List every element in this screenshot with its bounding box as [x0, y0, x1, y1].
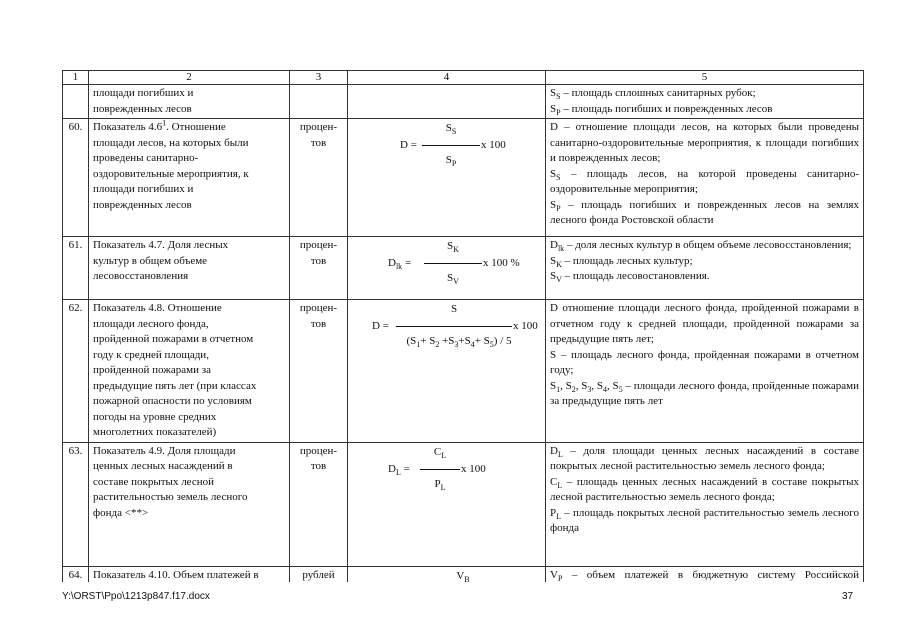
formula [352, 568, 541, 583]
indicator-name-cell [89, 300, 290, 443]
text-line: ценных лесных насаждений в [93, 460, 233, 472]
text-line: проведены санитарно- [93, 152, 199, 164]
row-number-cell: 64. [63, 566, 89, 582]
unit-text: процен- [299, 121, 338, 133]
definition-line: $S_S$ – площадь сплошных санитарных рубок; [550, 87, 756, 102]
fraction-bar [420, 469, 460, 470]
table-header-row [63, 71, 864, 85]
text-line: площади погибших и [93, 183, 194, 195]
row-number-cell: 62. [63, 300, 89, 443]
table-row [63, 300, 864, 443]
fraction-bar [424, 263, 482, 264]
row-number-cell [63, 85, 89, 119]
text-line: пройденной пожарами за [93, 364, 211, 376]
file-path: Y:\ORST\Ppo\1213p847.f17.docx [62, 591, 210, 602]
fraction-bar [422, 145, 480, 146]
unit-text: тов [310, 254, 327, 267]
header-cell: 1 [63, 71, 89, 85]
page-number: 37 [842, 591, 854, 602]
row-number-cell: 60. [63, 119, 89, 237]
definition-cell: $D_{lk}$ – доля лесных культур в общем объеме лесовосстановления; $S_K$ – площадь лесных культур; $S_V$ – площадь лесовостановления. [546, 237, 864, 300]
formula-lhs: $D_{lk}$ = [388, 257, 412, 272]
text-line: лесовосстановления [93, 270, 189, 282]
text-line: пожарной опасности по условиям [93, 395, 252, 407]
row-number-cell: 63. [63, 442, 89, 566]
unit-text: процен- [299, 239, 338, 251]
formula-cell [348, 85, 546, 119]
text-line: Показатель 4.9. Доля площади [93, 444, 236, 457]
formula [352, 444, 541, 504]
text-line: площади погибших и [93, 87, 194, 99]
text-line: пройденной пожарами в отчетном [93, 333, 254, 345]
formula-numerator: $V_B$ [456, 569, 470, 582]
text-line: Показатель 4.8. Отношение [93, 302, 222, 314]
formula-multiplier: х 100 % [483, 257, 520, 269]
unit-text: тов [310, 136, 327, 149]
header-cell: 3 [290, 71, 348, 85]
formula-lhs: $D_L$ = [388, 462, 410, 477]
unit-cell [290, 119, 348, 237]
unit-text: тов [310, 460, 327, 472]
unit-text: тов [310, 317, 327, 330]
formula-multiplier: х 100 [461, 462, 486, 475]
indicator-name-cell [89, 237, 290, 300]
indicator-name-cell [89, 85, 290, 119]
text-line: Показатель $4.6^1$. Отношение [93, 118, 226, 133]
table-row [63, 119, 864, 237]
indicator-name-cell [89, 119, 290, 237]
text-line: году к средней площади, [93, 348, 209, 361]
text-line: поврежденных лесов [93, 198, 192, 211]
definition-cell: $V_P$ – объем платежей в бюджетную систему Российской [546, 566, 864, 582]
formula-denominator: $P_L$ [434, 477, 446, 492]
formula-multiplier: х 100 [513, 320, 538, 332]
fraction-bar [396, 326, 512, 327]
unit-text: процен- [299, 444, 338, 457]
formula-denominator: $S_P$ [445, 154, 457, 169]
formula-numerator: $S_K$ [447, 240, 459, 255]
formula-denominator: $S_V$ [447, 272, 459, 287]
indicator-table [62, 70, 864, 582]
unit-cell [290, 566, 348, 582]
text-line: Показатель 4.10. Объем платежей в [93, 568, 259, 581]
formula-cell [348, 566, 546, 582]
formula [352, 238, 541, 298]
unit-cell [290, 85, 348, 119]
definition-line: $S_P$ – площадь погибших и поврежденных лесов [550, 102, 773, 117]
formula-cell [348, 442, 546, 566]
text-line: составе покрытых лесной [93, 475, 214, 488]
header-cell: 5 [546, 71, 864, 85]
text-line: площади лесного фонда, [93, 317, 209, 330]
indicator-name-cell [89, 566, 290, 582]
table-row-continuation [63, 85, 864, 119]
text-line: поврежденных лесов [93, 102, 192, 115]
unit-cell [290, 442, 348, 566]
table-row [63, 442, 864, 566]
text-line: фонда <**> [93, 506, 149, 519]
text-line: оздоровительные мероприятия, к [93, 167, 249, 180]
text-line: Показатель 4.7. Доля лесных [93, 239, 229, 251]
unit-text: рублей [302, 568, 335, 581]
table-clip [62, 70, 865, 582]
formula [352, 301, 541, 361]
unit-text: процен- [299, 302, 338, 314]
formula-cell [348, 119, 546, 237]
header-cell: 4 [348, 71, 546, 85]
table-row [63, 237, 864, 300]
text-line: погоды на уровне средних [93, 410, 217, 423]
formula-cell [348, 300, 546, 443]
formula-numerator: $C_L$ [433, 445, 447, 460]
formula-numerator: S [450, 303, 458, 315]
definition-cell [546, 85, 864, 119]
indicator-name-cell [89, 442, 290, 566]
formula-multiplier: х 100 [481, 139, 506, 151]
text-line: предыдущие пять лет (при классах [93, 379, 257, 392]
row-number-cell: 61. [63, 237, 89, 300]
header-cell: 2 [89, 71, 290, 85]
text-line: растительностью земель лесного [93, 491, 248, 503]
text-line: многолетних показателей) [93, 426, 217, 438]
formula-lhs: D = [400, 139, 417, 151]
text-line: площади лесов, на которых были [93, 136, 249, 149]
formula-cell [348, 237, 546, 300]
table-row [63, 566, 864, 582]
formula-lhs: D = [372, 320, 389, 332]
formula [352, 120, 541, 180]
definition-cell: $D_L$ – доля площади ценных лесных насаждений в составе покрытых лесной растительностью земель лесного фонда; $C_L$ – площадь ценных лесных насаждений в составе покрытых лесной растительностью земель лесного фонда; $P_L$ – площадь покрытых лесной растительностью земель лесного фонда [546, 442, 864, 566]
unit-cell [290, 237, 348, 300]
text-line: культур в общем объеме [93, 254, 208, 267]
definition-cell: D – отношение площади лесов, на которых были проведены санитарно-оздоровительные мероприятия, к площади погибших и поврежденных лесов; $S_S$ – площадь лесов, на которой проведены санитарно-оздоровительные мероприятия; $S_P$ – площадь погибших и поврежденных лесов на землях лесного фонда Ростовской области [546, 119, 864, 237]
formula-denominator: $(S_1+ S_2 +S_3+S_4+ S_5) / 5$ [406, 335, 512, 350]
unit-cell [290, 300, 348, 443]
formula-numerator: $S_S$ [445, 122, 457, 137]
definition-cell: D отношение площади лесного фонда, пройденной пожарами в отчетном году к средней площади, пройденной пожарами за предыдущие пять лет; S – площадь лесного фонда, пройденная пожарами в отчетном году; $S_1$, $S_2$, $S_3$, $S_4$, $S_5$ – площади лесного фонда, пройденные пожарами за предыдущие пять лет [546, 300, 864, 443]
